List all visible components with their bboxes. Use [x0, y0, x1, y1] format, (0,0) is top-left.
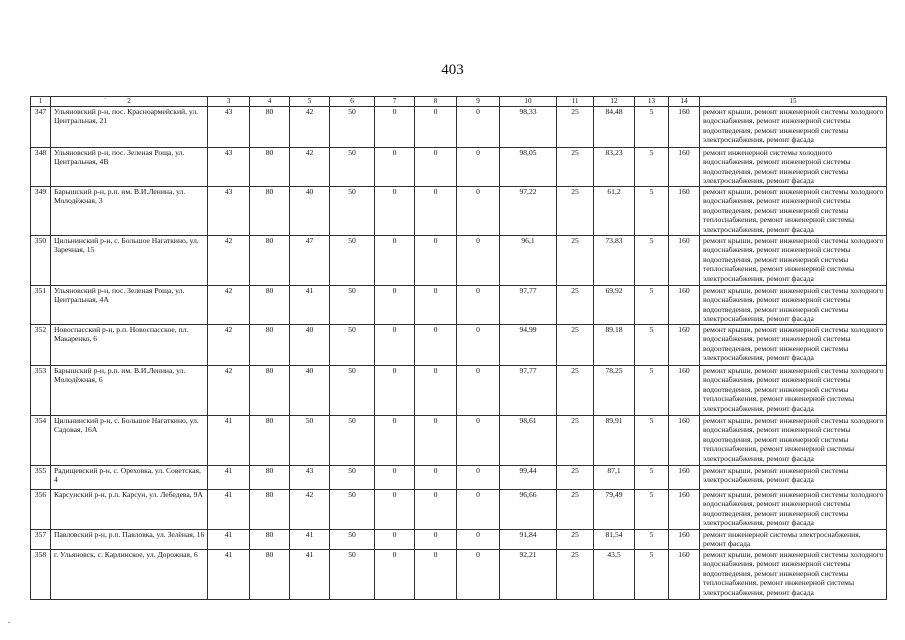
value-cell: 160 [669, 107, 700, 148]
value-cell: 160 [669, 529, 700, 549]
value-cell: 160 [669, 235, 700, 285]
value-cell: 96,1 [500, 235, 557, 285]
value-cell: 80 [250, 235, 290, 285]
value-cell: 43 [290, 465, 330, 489]
table-row [31, 285, 887, 324]
value-cell: 0 [375, 324, 415, 365]
value-cell: 80 [250, 324, 290, 365]
value-cell: 0 [457, 107, 500, 148]
value-cell: 50 [330, 148, 375, 187]
works-cell: ремонт инженерной системы холодного водоснабжения, ремонт инженерной системы водоотведения, ремонт инженерной системы электроснабжения, ремонт фасада [700, 148, 887, 187]
value-cell: 50 [330, 415, 375, 465]
column-header-10: 10 [500, 97, 557, 107]
column-header-12: 12 [594, 97, 635, 107]
value-cell: 0 [375, 186, 415, 235]
value-cell: 0 [375, 107, 415, 148]
table-row [31, 324, 887, 365]
value-cell: 40 [290, 186, 330, 235]
value-cell: 25 [557, 186, 594, 235]
value-cell: 98,61 [500, 415, 557, 465]
value-cell: 50 [330, 235, 375, 285]
table-row [31, 235, 887, 285]
value-cell: 5 [635, 415, 669, 465]
value-cell: 41 [208, 549, 250, 599]
value-cell: 84,48 [594, 107, 635, 148]
value-cell: 0 [415, 529, 457, 549]
address-cell: Цильнинский р-н, с. Большое Нагаткино, ул. Садовая, 16А [51, 415, 208, 465]
row-number-cell: 358 [31, 549, 51, 599]
value-cell: 25 [557, 465, 594, 489]
value-cell: 80 [250, 365, 290, 415]
value-cell: 25 [557, 324, 594, 365]
row-number-cell: 354 [31, 415, 51, 465]
value-cell: 0 [457, 285, 500, 324]
column-header-13: 13 [635, 97, 669, 107]
column-header-9: 9 [457, 97, 500, 107]
column-header-7: 7 [375, 97, 415, 107]
row-number-cell: 351 [31, 285, 51, 324]
column-header-15: 15 [700, 97, 887, 107]
value-cell: 0 [457, 465, 500, 489]
row-number-cell: 353 [31, 365, 51, 415]
value-cell: 80 [250, 415, 290, 465]
value-cell: 43,5 [594, 549, 635, 599]
address-cell: Ульяновский р-н, пос. Зеленая Роща, ул. Центральная, 4В [51, 148, 208, 187]
row-number-cell: 357 [31, 529, 51, 549]
works-cell: ремонт крыши, ремонт инженерной системы холодного водоснабжения, ремонт инженерной системы водоотведения, ремонт инженерной системы электроснабжения, ремонт фасада [700, 107, 887, 148]
value-cell: 94,99 [500, 324, 557, 365]
value-cell: 80 [250, 186, 290, 235]
row-number-cell: 348 [31, 148, 51, 187]
value-cell: 41 [208, 465, 250, 489]
value-cell: 92,21 [500, 549, 557, 599]
row-number-cell: 355 [31, 465, 51, 489]
table-row [31, 148, 887, 187]
column-header-8: 8 [415, 97, 457, 107]
value-cell: 160 [669, 148, 700, 187]
row-number-cell: 350 [31, 235, 51, 285]
value-cell: 98,33 [500, 107, 557, 148]
value-cell: 78,25 [594, 365, 635, 415]
value-cell: 43 [208, 107, 250, 148]
value-cell: 160 [669, 489, 700, 529]
value-cell: 43 [208, 148, 250, 187]
value-cell: 41 [290, 529, 330, 549]
row-number-cell: 352 [31, 324, 51, 365]
value-cell: 0 [415, 465, 457, 489]
value-cell: 0 [415, 148, 457, 187]
value-cell: 50 [330, 285, 375, 324]
value-cell: 97,77 [500, 365, 557, 415]
value-cell: 5 [635, 489, 669, 529]
scan-mark: · [104, 95, 107, 103]
column-header-4: 4 [250, 97, 290, 107]
value-cell: 87,1 [594, 465, 635, 489]
value-cell: 99,44 [500, 465, 557, 489]
value-cell: 0 [375, 549, 415, 599]
value-cell: 0 [415, 489, 457, 529]
address-cell: г. Ульяновск, с. Карлинское, ул. Дорожная, 6 [51, 549, 208, 599]
value-cell: 0 [375, 285, 415, 324]
value-cell: 50 [330, 107, 375, 148]
value-cell: 79,49 [594, 489, 635, 529]
table-row [31, 415, 887, 465]
value-cell: 0 [457, 415, 500, 465]
value-cell: 42 [208, 235, 250, 285]
value-cell: 25 [557, 235, 594, 285]
table-row [31, 489, 887, 529]
value-cell: 5 [635, 549, 669, 599]
value-cell: 50 [290, 415, 330, 465]
works-cell: ремонт крыши, ремонт инженерной системы холодного водоснабжения, ремонт инженерной системы водоотведения, ремонт инженерной системы электроснабжения, ремонт фасада [700, 285, 887, 324]
value-cell: 40 [290, 324, 330, 365]
works-cell: ремонт крыши, ремонт инженерной системы холодного водоснабжения, ремонт инженерной системы водоотведения, ремонт инженерной системы теплоснабжения, ремонт инженерной системы электроснабжения, ремонт фасада [700, 415, 887, 465]
value-cell: 41 [208, 415, 250, 465]
address-cell: Карсунский р-н, р.п. Карсун, ул. Лебедева, 9А [51, 489, 208, 529]
value-cell: 98,05 [500, 148, 557, 187]
value-cell: 25 [557, 365, 594, 415]
value-cell: 50 [330, 186, 375, 235]
value-cell: 73,83 [594, 235, 635, 285]
works-cell: ремонт крыши, ремонт инженерной системы холодного водоснабжения, ремонт инженерной системы водоотведения, ремонт инженерной системы теплоснабжения, ремонт инженерной системы электроснабжения, ремонт фасада [700, 365, 887, 415]
value-cell: 25 [557, 489, 594, 529]
value-cell: 0 [457, 489, 500, 529]
address-cell: Барышский р-н, р.п. им. В.И.Ленина, ул. Молодёжная, 6 [51, 365, 208, 415]
row-number-cell: 349 [31, 186, 51, 235]
value-cell: 50 [330, 324, 375, 365]
value-cell: 50 [330, 549, 375, 599]
row-number-cell: 356 [31, 489, 51, 529]
value-cell: 0 [375, 415, 415, 465]
value-cell: 5 [635, 107, 669, 148]
value-cell: 42 [290, 107, 330, 148]
table-row [31, 549, 887, 599]
row-number-cell: 347 [31, 107, 51, 148]
value-cell: 5 [635, 324, 669, 365]
value-cell: 5 [635, 235, 669, 285]
column-header-2: 2 [51, 97, 208, 107]
value-cell: 160 [669, 186, 700, 235]
column-header-11: 11 [557, 97, 594, 107]
value-cell: 80 [250, 148, 290, 187]
table-row [31, 365, 887, 415]
value-cell: 81,54 [594, 529, 635, 549]
value-cell: 0 [415, 285, 457, 324]
value-cell: 0 [415, 549, 457, 599]
value-cell: 0 [375, 148, 415, 187]
value-cell: 5 [635, 365, 669, 415]
data-table [30, 96, 887, 600]
value-cell: 5 [635, 148, 669, 187]
value-cell: 0 [415, 324, 457, 365]
works-cell: ремонт крыши, ремонт инженерной системы электроснабжения, ремонт фасада [700, 465, 887, 489]
value-cell: 42 [208, 285, 250, 324]
value-cell: 50 [330, 489, 375, 529]
value-cell: 50 [330, 465, 375, 489]
value-cell: 160 [669, 285, 700, 324]
value-cell: 97,77 [500, 285, 557, 324]
value-cell: 50 [330, 529, 375, 549]
value-cell: 69,92 [594, 285, 635, 324]
value-cell: 0 [457, 529, 500, 549]
works-cell: ремонт инженерной системы электроснабжения, ремонт фасада [700, 529, 887, 549]
value-cell: 41 [208, 489, 250, 529]
value-cell: 25 [557, 415, 594, 465]
table-row [31, 529, 887, 549]
address-cell: Новоспасский р-н, р.п. Новоспасское, пл. Макаренко, 6 [51, 324, 208, 365]
header-row [31, 97, 887, 107]
column-header-14: 14 [669, 97, 700, 107]
value-cell: 0 [375, 529, 415, 549]
value-cell: 47 [290, 235, 330, 285]
scan-mark: - [8, 618, 11, 626]
value-cell: 91,84 [500, 529, 557, 549]
works-cell: ремонт крыши, ремонт инженерной системы холодного водоснабжения, ремонт инженерной системы водоотведения, ремонт инженерной системы теплоснабжения, ремонт инженерной системы электроснабжения, ремонт фасада [700, 186, 887, 235]
table-body [31, 107, 887, 600]
value-cell: 89,18 [594, 324, 635, 365]
address-cell: Павловский р-н, р.п. Павловка, ул. Зелёная, 16 [51, 529, 208, 549]
column-header-6: 6 [330, 97, 375, 107]
value-cell: 160 [669, 465, 700, 489]
value-cell: 5 [635, 285, 669, 324]
value-cell: 80 [250, 285, 290, 324]
value-cell: 89,91 [594, 415, 635, 465]
value-cell: 80 [250, 489, 290, 529]
value-cell: 0 [415, 415, 457, 465]
address-cell: Барышский р-н, р.п. им. В.И.Ленина, ул. Молодёжная, 3 [51, 186, 208, 235]
value-cell: 50 [330, 365, 375, 415]
value-cell: 42 [208, 324, 250, 365]
value-cell: 0 [375, 465, 415, 489]
value-cell: 25 [557, 549, 594, 599]
value-cell: 0 [457, 324, 500, 365]
works-cell: ремонт крыши, ремонт инженерной системы холодного водоснабжения, ремонт инженерной системы водоотведения, ремонт инженерной системы электроснабжения, ремонт фасада [700, 324, 887, 365]
value-cell: 0 [375, 235, 415, 285]
address-cell: Ульяновский р-н, пос. Зеленая Роща, ул. Центральная, 4А [51, 285, 208, 324]
value-cell: 40 [290, 365, 330, 415]
value-cell: 25 [557, 529, 594, 549]
value-cell: 61,2 [594, 186, 635, 235]
value-cell: 160 [669, 365, 700, 415]
value-cell: 5 [635, 529, 669, 549]
table-row [31, 465, 887, 489]
value-cell: 0 [415, 186, 457, 235]
value-cell: 25 [557, 285, 594, 324]
value-cell: 41 [290, 285, 330, 324]
works-cell: ремонт крыши, ремонт инженерной системы холодного водоснабжения, ремонт инженерной системы водоотведения, ремонт инженерной системы теплоснабжения, ремонт инженерной системы электроснабжения, ремонт фасада [700, 235, 887, 285]
value-cell: 43 [208, 186, 250, 235]
value-cell: 25 [557, 107, 594, 148]
column-header-1: 1 [31, 97, 51, 107]
value-cell: 0 [457, 549, 500, 599]
value-cell: 41 [290, 549, 330, 599]
value-cell: 80 [250, 549, 290, 599]
value-cell: 0 [415, 107, 457, 148]
works-cell: ремонт крыши, ремонт инженерной системы холодного водоснабжения, ремонт инженерной системы водоотведения, ремонт инженерной системы теплоснабжения, ремонт инженерной системы электроснабжения, ремонт фасада [700, 549, 887, 599]
value-cell: 96,66 [500, 489, 557, 529]
value-cell: 80 [250, 107, 290, 148]
value-cell: 5 [635, 465, 669, 489]
works-cell: ремонт крыши, ремонт инженерной системы холодного водоснабжения, ремонт инженерной системы водоотведения, ремонт инженерной системы электроснабжения, ремонт фасада [700, 489, 887, 529]
value-cell: 0 [375, 489, 415, 529]
value-cell: 0 [457, 186, 500, 235]
value-cell: 0 [375, 365, 415, 415]
value-cell: 0 [415, 235, 457, 285]
column-header-5: 5 [290, 97, 330, 107]
value-cell: 42 [290, 148, 330, 187]
value-cell: 42 [208, 365, 250, 415]
page-number: 403 [441, 62, 464, 78]
table-row [31, 186, 887, 235]
value-cell: 5 [635, 186, 669, 235]
value-cell: 41 [208, 529, 250, 549]
value-cell: 80 [250, 465, 290, 489]
value-cell: 80 [250, 529, 290, 549]
value-cell: 160 [669, 549, 700, 599]
table-row [31, 107, 887, 148]
column-header-3: 3 [208, 97, 250, 107]
value-cell: 97,22 [500, 186, 557, 235]
value-cell: 0 [457, 365, 500, 415]
value-cell: 0 [457, 148, 500, 187]
value-cell: 160 [669, 324, 700, 365]
value-cell: 25 [557, 148, 594, 187]
value-cell: 0 [415, 365, 457, 415]
value-cell: 160 [669, 415, 700, 465]
address-cell: Ульяновский р-н, пос. Красноармейский, ул. Центральная, 21 [51, 107, 208, 148]
address-cell: Цильнинский р-н, с. Большое Нагаткино, ул. Заречная, 15 [51, 235, 208, 285]
value-cell: 83,23 [594, 148, 635, 187]
value-cell: 0 [457, 235, 500, 285]
address-cell: Радищевский р-н, с. Ореховка, ул. Советская, 4 [51, 465, 208, 489]
value-cell: 42 [290, 489, 330, 529]
